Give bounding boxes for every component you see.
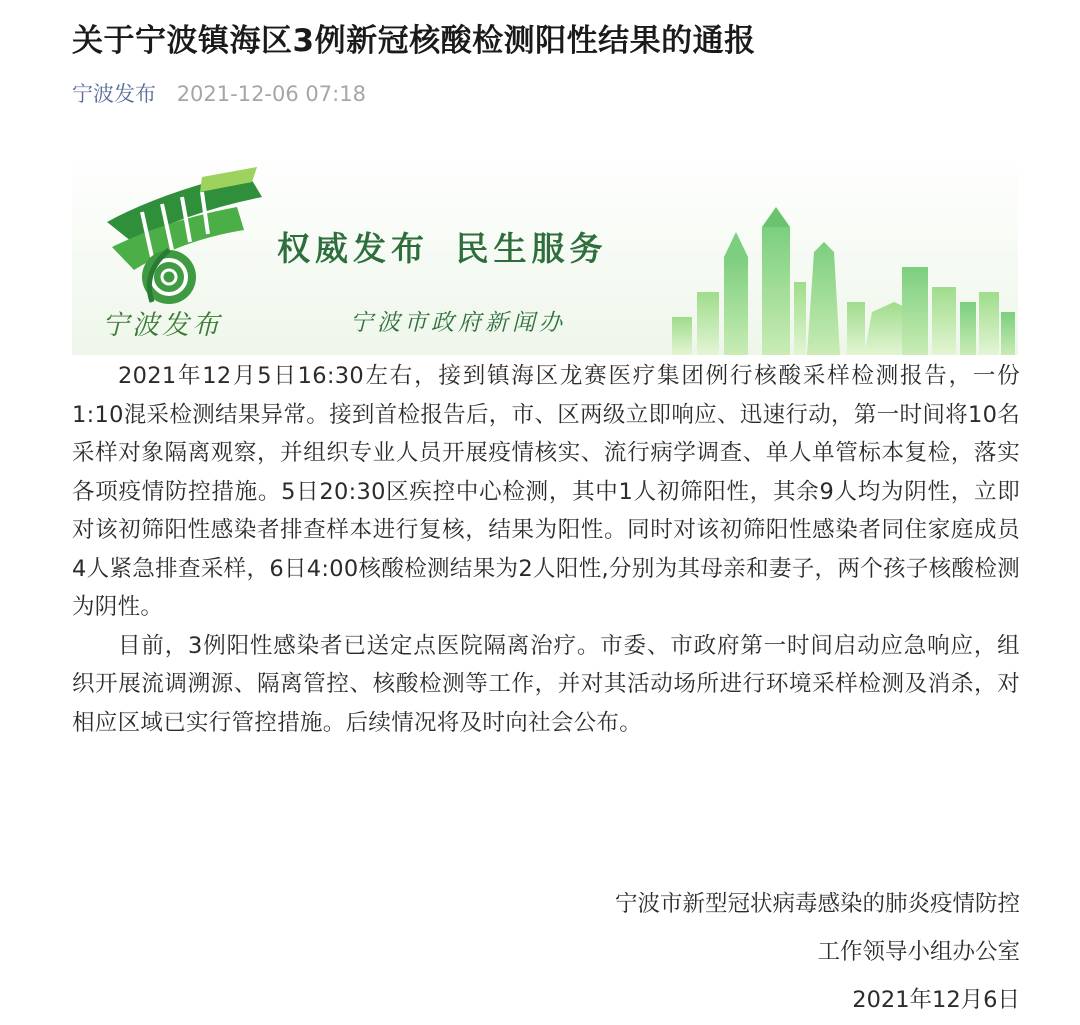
paragraph-2: 目前，3例阳性感染者已送定点医院隔离治疗。市委、市政府第一时间启动应急响应，组织开展流调溯源、隔离管控、核酸检测等工作，并对其活动场所进行环境采样检测及消杀，对相应区域已实行管控措施。后续情况将及时向社会公布。 — [72, 632, 1020, 736]
publish-date: 2021-12-06 07:18 — [176, 82, 366, 106]
author-link[interactable]: 宁波发布 — [72, 82, 156, 106]
signature-line-2: 工作领导小组办公室 — [817, 939, 1020, 965]
article-title: 关于宁波镇海区3例新冠核酸检测阳性结果的通报 — [72, 23, 756, 59]
header-banner-image — [72, 152, 1018, 355]
banner-office: 宁波市政府新闻办 — [350, 310, 566, 335]
banner-slogan: 权威发布 民生服务 — [277, 232, 608, 268]
paragraph-1: 2021年12月5日16:30左右，接到镇海区龙赛医疗集团例行核酸采样检测报告，一份1:10混采检测结果异常。接到首检报告后，市、区两级立即响应、迅速行动，第一时间将10名采样对象隔离观察，并组织专业人员开展疫情核实、流行病学调查、单人单管标本复检，落实各项疫情防控措施。5日20:30区疾控中心检测，其中1人初筛阳性，其余9人均为阴性，立即对该初筛阳性感染者排查样本进行复核，结果为阳性。同时对该初筛阳性感染者同住家庭成员4人紧急排查采样，6日4:00核酸检测结果为2人阳性,分别为其母亲和妻子，两个孩子核酸检测为阴性。 — [72, 363, 1020, 620]
signature-date: 2021年12月6日 — [852, 987, 1020, 1013]
logo-text: 宁波发布 — [102, 310, 222, 340]
article-body — [72, 357, 1020, 742]
signature-block — [615, 880, 1020, 1024]
signature-line-1: 宁波市新型冠状病毒感染的肺炎疫情防控 — [614, 891, 1020, 917]
article-meta — [72, 78, 366, 110]
